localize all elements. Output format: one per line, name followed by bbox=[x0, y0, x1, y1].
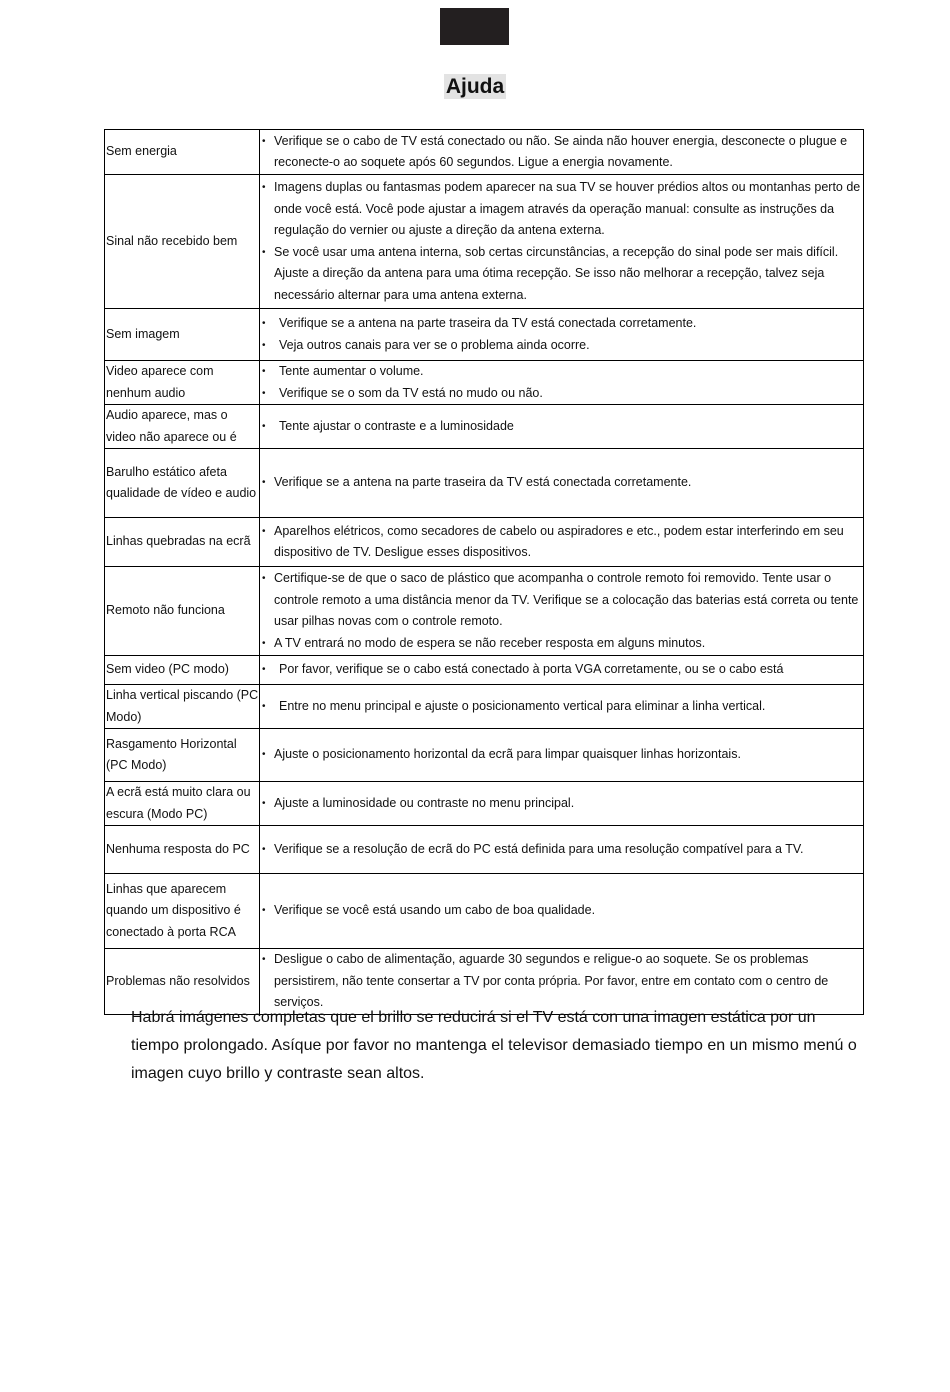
problem-cell: Problemas não resolvidos bbox=[105, 949, 260, 1015]
solution-cell bbox=[260, 518, 864, 567]
problem-cell: Audio aparece, mas o video não aparece ou é bbox=[105, 405, 260, 449]
note-paragraph: Habrá imágenes completas que el brillo se reducirá si el TV está con una imagen estática por un tiempo prolongado. Asíque por favor no mantenga el televisor demasiado tiempo en un mismo menú o imagen cuyo brillo y contraste sean altos. bbox=[131, 1009, 857, 1082]
solution-cell bbox=[260, 874, 864, 949]
solution-cell bbox=[260, 826, 864, 874]
problem-cell: Sem energia bbox=[105, 130, 260, 175]
solution-cell bbox=[260, 782, 864, 826]
table-row bbox=[105, 826, 864, 874]
solution-cell bbox=[260, 130, 864, 175]
problem-cell: A ecrã está muito clara ou escura (Modo PC) bbox=[105, 782, 260, 826]
solution-item: • Veja outros canais para ver se o problema ainda ocorre. bbox=[261, 335, 863, 357]
solution-cell bbox=[260, 685, 864, 729]
solution-item: • Se você usar uma antena interna, sob certas circunstâncias, a recepção do sinal pode ser mais difícil. Ajuste a direção da antena para uma ótima recepção. Se isso não melhorar a recepção, talvez seja necessário alternar para uma antena externa. bbox=[261, 242, 863, 307]
table-row bbox=[105, 361, 864, 405]
solution-item: • Certifique-se de que o saco de plástico que acompanha o controle remoto foi removido. Tente usar o controle remoto a uma distância menor da TV. Verifique se a colocação das baterias está correta ou tente usar pilhas novas com o controle remoto. bbox=[261, 568, 863, 633]
solution-item: • Verifique se o som da TV está no mudo ou não. bbox=[261, 383, 863, 405]
solution-cell bbox=[260, 449, 864, 518]
table-row bbox=[105, 656, 864, 685]
problem-cell: Sinal não recebido bem bbox=[105, 175, 260, 309]
solution-item: • Ajuste a luminosidade ou contraste no menu principal. bbox=[261, 793, 863, 815]
problem-cell: Rasgamento Horizontal (PC Modo) bbox=[105, 729, 260, 782]
solution-item: • Verifique se você está usando um cabo de boa qualidade. bbox=[261, 900, 863, 922]
table-row bbox=[105, 729, 864, 782]
problem-cell: Barulho estático afeta qualidade de vídeo e audio bbox=[105, 449, 260, 518]
problem-cell: Nenhuma resposta do PC bbox=[105, 826, 260, 874]
solution-item: • Tente aumentar o volume. bbox=[261, 361, 863, 383]
problem-cell: Linhas quebradas na ecrã bbox=[105, 518, 260, 567]
table-row bbox=[105, 782, 864, 826]
solution-item: • Ajuste o posicionamento horizontal da ecrã para limpar quaisquer linhas horizontais. bbox=[261, 744, 863, 766]
solution-item: • Por favor, verifique se o cabo está conectado à porta VGA corretamente, ou se o cabo está bbox=[261, 659, 863, 681]
solution-cell bbox=[260, 175, 864, 309]
solution-cell bbox=[260, 656, 864, 685]
solution-item: • Entre no menu principal e ajuste o posicionamento vertical para eliminar a linha vertical. bbox=[261, 696, 863, 718]
solution-item: • Tente ajustar o contraste e a luminosidade bbox=[261, 416, 863, 438]
solution-cell bbox=[260, 309, 864, 361]
solution-cell bbox=[260, 361, 864, 405]
problem-cell: Video aparece com nenhum audio bbox=[105, 361, 260, 405]
solution-cell bbox=[260, 729, 864, 782]
table-row bbox=[105, 309, 864, 361]
solution-cell bbox=[260, 567, 864, 656]
solution-item: • Verifique se a antena na parte traseira da TV está conectada corretamente. bbox=[261, 313, 863, 335]
page-title: Ajuda bbox=[445, 75, 505, 98]
solution-item: • A TV entrará no modo de espera se não receber resposta em alguns minutos. bbox=[261, 633, 863, 655]
page-number-block bbox=[440, 8, 509, 45]
table-row bbox=[105, 130, 864, 175]
table-row bbox=[105, 874, 864, 949]
solution-item: • Verifique se o cabo de TV está conectado ou não. Se ainda não houver energia, desconecte o plugue e reconecte-o ao soquete após 60 segundos. Ligue a energia novamente. bbox=[261, 131, 863, 174]
table-row bbox=[105, 685, 864, 729]
solution-cell bbox=[260, 405, 864, 449]
table-row bbox=[105, 405, 864, 449]
solution-item: • Verifique se a resolução de ecrã do PC está definida para uma resolução compatível para a TV. bbox=[261, 839, 863, 861]
solution-item: • Imagens duplas ou fantasmas podem aparecer na sua TV se houver prédios altos ou montanhas perto de onde você está. Você pode ajustar a imagem através da operação manual: consulte as instruções da regulação do vernier ou ajuste a direção da antena externa. bbox=[261, 177, 863, 242]
problem-cell: Sem video (PC modo) bbox=[105, 656, 260, 685]
problem-cell: Linhas que aparecem quando um dispositivo é conectado à porta RCA bbox=[105, 874, 260, 949]
table-row bbox=[105, 175, 864, 309]
table-row bbox=[105, 518, 864, 567]
problem-cell: Remoto não funciona bbox=[105, 567, 260, 656]
problem-cell: Linha vertical piscando (PC Modo) bbox=[105, 685, 260, 729]
problem-cell: Sem imagem bbox=[105, 309, 260, 361]
solution-item: • Aparelhos elétricos, como secadores de cabelo ou aspiradores e etc., podem estar interferindo em seu dispositivo de TV. Desligue esses dispositivos. bbox=[261, 521, 863, 564]
solution-item: • Desligue o cabo de alimentação, aguarde 30 segundos e religue-o ao soquete. Se os problemas persistirem, não tente consertar a TV por conta própria. Por favor, entre em contato com o centro de serviços. bbox=[261, 949, 863, 1014]
troubleshooting-table bbox=[104, 129, 864, 1015]
solution-item: • Verifique se a antena na parte traseira da TV está conectada corretamente. bbox=[261, 472, 863, 494]
table-row bbox=[105, 567, 864, 656]
table-row bbox=[105, 449, 864, 518]
